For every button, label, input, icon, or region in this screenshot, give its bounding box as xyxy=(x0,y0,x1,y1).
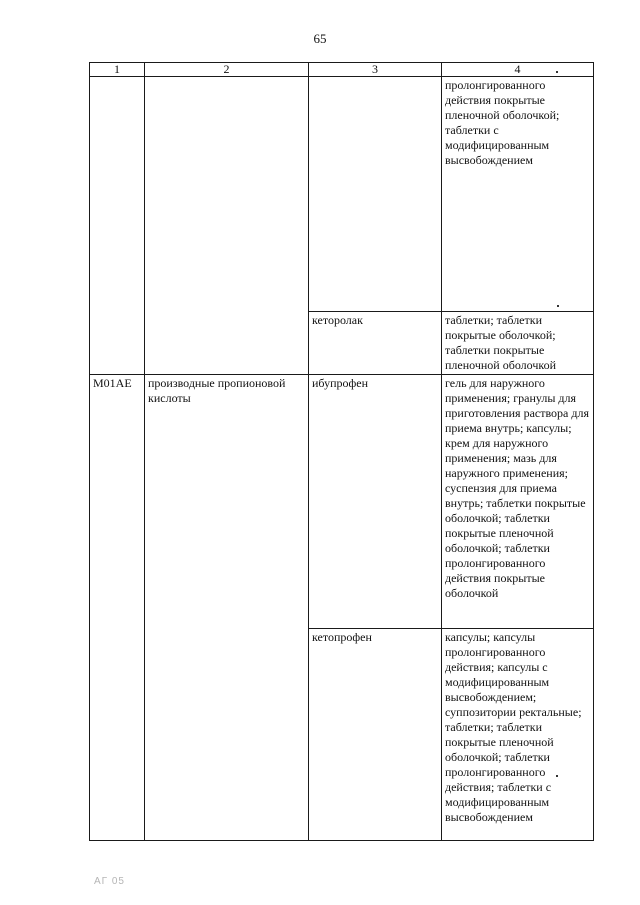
column-header-4: 4 xyxy=(442,63,594,77)
group-cell xyxy=(145,77,309,375)
forms-cell: таблетки; таблетки покрытые оболочкой; таблетки покрытые пленочной оболочкой xyxy=(442,312,594,375)
column-header-1: 1 xyxy=(90,63,145,77)
scan-speck xyxy=(557,305,559,307)
table-header-row xyxy=(90,63,594,77)
group-cell: производные пропионовой кислоты xyxy=(145,375,309,841)
forms-cell: капсулы; капсулы пролонгированного действия; капсулы с модифицированным высвобождением; суппозитории ректальные; таблетки; таблетки покрытые пленочной оболочкой; таблетки пролонгированного действия; таблетки с модифицированным высвобождением xyxy=(442,629,594,841)
drug-cell: ибупрофен xyxy=(309,375,442,629)
code-cell xyxy=(90,77,145,375)
table-row xyxy=(90,77,594,312)
scan-speck xyxy=(556,71,558,73)
drug-cell: кеторолак xyxy=(309,312,442,375)
forms-cell: пролонгированного действия покрытые пленочной оболочкой; таблетки с модифицированным высвобождением xyxy=(442,77,594,312)
column-header-2: 2 xyxy=(145,63,309,77)
table-row xyxy=(90,375,594,629)
footer-mark: АГ 05 xyxy=(94,876,125,887)
drug-table xyxy=(89,62,594,841)
page-number: 65 xyxy=(313,31,327,46)
forms-cell: гель для наружного применения; гранулы для приготовления раствора для приема внутрь; капсулы; крем для наружного применения; мазь для наружного применения; суспензия для приема внутрь; таблетки покрытые оболочкой; таблетки покрытые пленочной оболочкой; таблетки пролонгированного действия покрытые оболочкой xyxy=(442,375,594,629)
code-cell: M01AE xyxy=(90,375,145,841)
column-header-3: 3 xyxy=(309,63,442,77)
drug-cell: кетопрофен xyxy=(309,629,442,841)
scan-speck xyxy=(556,775,558,777)
drug-cell xyxy=(309,77,442,312)
